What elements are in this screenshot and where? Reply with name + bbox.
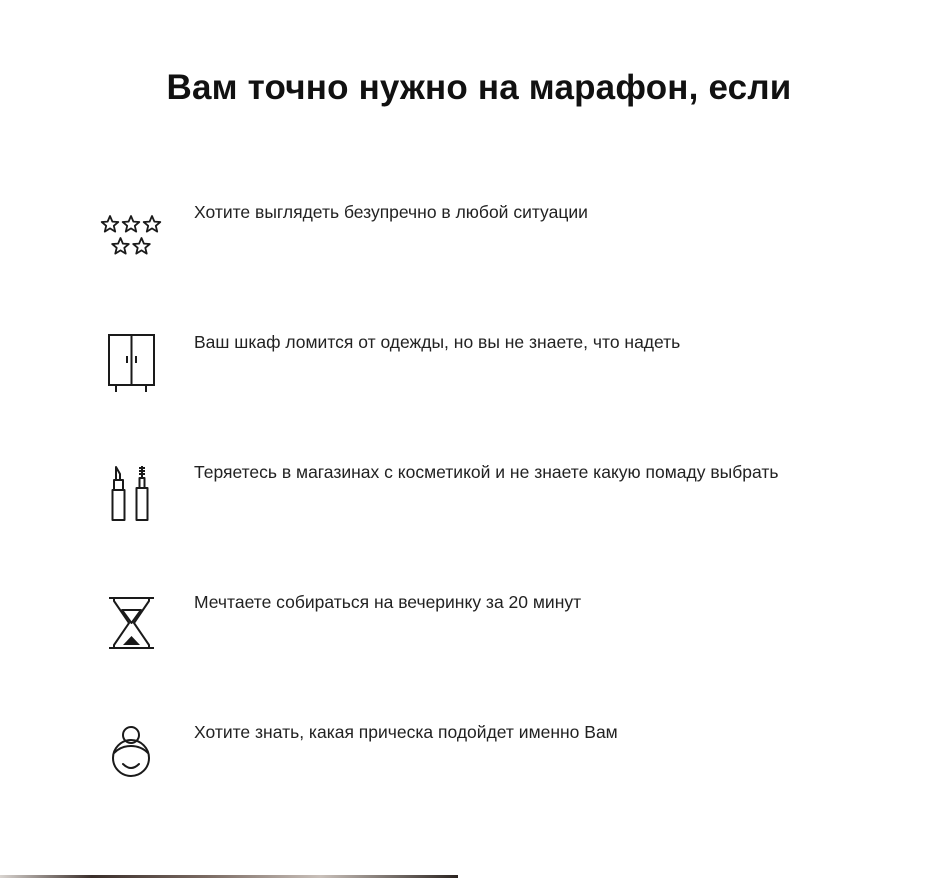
item-text: Ваш шкаф ломится от одежды, но вы не знаете, что надеть <box>194 332 681 352</box>
wardrobe-icon <box>95 332 167 404</box>
list-item <box>0 332 930 442</box>
list-item <box>0 722 930 832</box>
item-text: Теряетесь в магазинах с косметикой и не знаете какую помаду выбрать <box>194 462 779 482</box>
list-item <box>0 202 930 312</box>
item-text: Хотите знать, какая прическа подойдет именно Вам <box>194 722 618 742</box>
list-item <box>0 462 930 572</box>
stars-icon <box>95 202 167 274</box>
hourglass-icon <box>95 592 167 664</box>
cosmetics-icon <box>95 462 167 534</box>
item-text: Мечтаете собираться на вечеринку за 20 минут <box>194 592 582 612</box>
item-text: Хотите выглядеть безупречно в любой ситуации <box>194 202 588 222</box>
section-title: Вам точно нужно на марафон, если <box>166 68 792 107</box>
list-item <box>0 592 930 702</box>
woman-face-icon <box>95 722 167 794</box>
